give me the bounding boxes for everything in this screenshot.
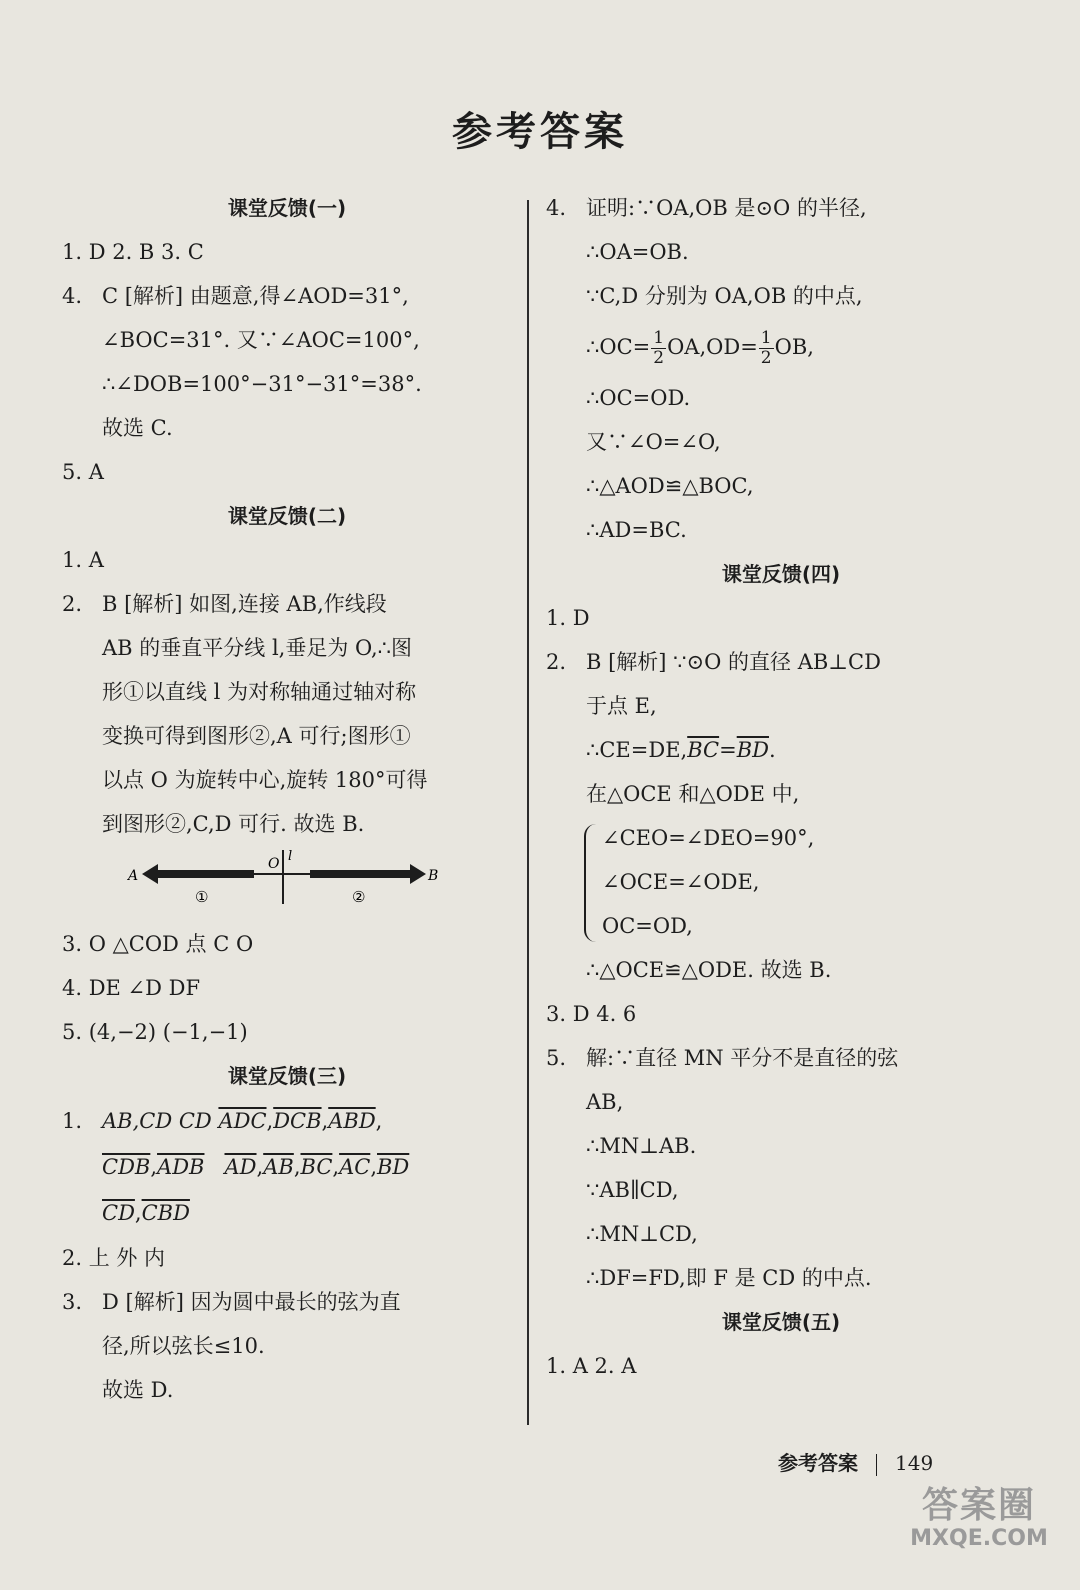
answer-line: ∵AB∥CD, xyxy=(586,1178,679,1202)
question-number: 5. xyxy=(546,1046,567,1070)
answer-line: ∴AD=BC. xyxy=(586,518,687,542)
answer-line: ∴∠DOB=100°−31°−31°=38°. xyxy=(102,372,422,396)
arc-label: $\overline{AB}$ xyxy=(263,1155,294,1179)
fraction-denominator: 2 xyxy=(653,348,665,368)
arc-label: $\overline{CDB}$ xyxy=(102,1155,151,1179)
answer-text: OA,OD= xyxy=(667,335,758,359)
arc-label: $\overline{ADC}$ xyxy=(218,1109,267,1133)
shape-1 xyxy=(154,870,254,878)
answer-line: 径,所以弦长≤10. xyxy=(102,1334,265,1358)
answer-line: $\overline{CDB},\overline{ADB}$ $\overline{AD},\overline{AB},\overline{BC},\overline{AC},\overline{BD}$ xyxy=(102,1155,410,1179)
answer-text: ∴CE=DE, xyxy=(586,738,688,762)
fraction-numerator: 1 xyxy=(760,328,772,348)
arc-label: $\overline{AD}$ xyxy=(224,1155,257,1179)
left-column xyxy=(62,186,512,1412)
equation-system xyxy=(546,816,1016,948)
arc-label: $\overline{BC}$ xyxy=(687,738,720,762)
fraction xyxy=(651,329,666,368)
fraction-numerator: 1 xyxy=(653,328,665,348)
answer-line: 5. A xyxy=(62,460,104,484)
answer-line: $\overline{CD},\overline{CBD}$ xyxy=(102,1201,190,1225)
fraction xyxy=(759,329,774,368)
answer-text: OB, xyxy=(774,335,814,359)
watermark-line2: MXQE.COM xyxy=(910,1526,1048,1551)
answer-line: ∠OCE=∠ODE, xyxy=(602,870,760,894)
answer-line: 以点 O 为旋转中心,旋转 180°可得 xyxy=(102,768,428,792)
section-heading-1: 课堂反馈(一) xyxy=(227,196,347,220)
question-number: 2. xyxy=(62,592,83,616)
right-column xyxy=(546,186,1016,1388)
answer-line: OC=OD, xyxy=(602,914,693,938)
watermark xyxy=(884,1486,1074,1560)
answer-line: 故选 C. xyxy=(102,416,173,440)
symmetry-figure xyxy=(62,846,512,922)
answer-line: 又∵∠O=∠O, xyxy=(586,430,721,454)
answer-text: D [解析] 因为圆中最长的弦为直 xyxy=(102,1290,401,1314)
shape-2 xyxy=(310,870,410,878)
answer-line xyxy=(62,582,512,626)
answer-line: 5. (4,−2) (−1,−1) xyxy=(62,1020,248,1044)
answer-line xyxy=(546,186,1016,230)
answer-line xyxy=(546,318,1016,376)
arc-label: $\overline{CD}$ xyxy=(102,1201,135,1225)
figure-svg xyxy=(62,846,512,922)
answer-line: ∴OC=OD. xyxy=(586,386,691,410)
answer-line: 1. A 2. A xyxy=(546,1354,637,1378)
arrow-right-icon xyxy=(410,864,426,884)
answer-line: 形①以直线 l 为对称轴通过轴对称 xyxy=(102,680,417,704)
answer-line: 到图形②,C,D 可行. 故选 B. xyxy=(102,812,365,836)
answer-line: 1. A xyxy=(62,548,104,572)
answer-text: 解:∵直径 MN 平分不是直径的弦 xyxy=(586,1046,899,1070)
watermark-line1: 答案圈 xyxy=(921,1485,1036,1526)
shape-1-label: ① xyxy=(195,888,209,906)
answer-text: B [解析] 如图,连接 AB,作线段 xyxy=(102,592,387,616)
point-o-label: O xyxy=(268,856,280,872)
answer-line: ∴MN⊥AB. xyxy=(586,1134,697,1158)
question-number: 1. xyxy=(62,1109,83,1133)
question-number: 3. xyxy=(62,1290,83,1314)
answer-line: 变换可得到图形②,A 可行;图形① xyxy=(102,724,411,748)
answer-line: AB, xyxy=(586,1090,624,1114)
arc-label: $\overline{AC}$ xyxy=(339,1155,371,1179)
answer-line: 4. DE ∠D DF xyxy=(62,976,201,1000)
answer-line: ∴DF=FD,即 F 是 CD 的中点. xyxy=(586,1266,872,1290)
point-b-label: B xyxy=(428,868,439,884)
point-a-label: A xyxy=(128,868,139,884)
section-heading-3: 课堂反馈(三) xyxy=(227,1064,347,1088)
arc-label: $\overline{BC}$ xyxy=(300,1155,333,1179)
arc-label: $\overline{ABD}$ xyxy=(328,1109,376,1133)
answer-line xyxy=(546,1036,1016,1080)
answer-line: 1. D xyxy=(546,606,590,630)
answer-line xyxy=(62,1280,512,1324)
answer-line: 2. 上 外 内 xyxy=(62,1246,166,1270)
answer-line: ∴△OCE≌△ODE. 故选 B. xyxy=(586,958,832,982)
answer-text: = xyxy=(719,738,737,762)
answer-line: ∴△AOD≌△BOC, xyxy=(586,474,754,498)
answer-line: 1. AB,CD CD $\overline{ADC},\overline{DCB},\overline{ABD}$, xyxy=(62,1098,512,1144)
arc-label: $\overline{BD}$ xyxy=(736,738,769,762)
answer-line xyxy=(546,728,1016,772)
answer-text: C [解析] 由题意,得∠AOD=31°, xyxy=(102,284,409,308)
answer-line: 于点 E, xyxy=(586,694,657,718)
answer-line: 1. D 2. B 3. C xyxy=(62,240,204,264)
line-l-label: l xyxy=(288,849,293,864)
shape-2-label: ② xyxy=(352,888,366,906)
page-number: 149 xyxy=(895,1451,934,1475)
answer-line: 3. O △COD 点 C O xyxy=(62,932,254,956)
arrow-left-icon xyxy=(142,864,158,884)
section-heading-2: 课堂反馈(二) xyxy=(227,504,347,528)
answer-line: 故选 D. xyxy=(102,1378,174,1402)
fraction-denominator: 2 xyxy=(760,348,772,368)
answer-line: AB 的垂直平分线 l,垂足为 O,∴图 xyxy=(102,636,413,660)
footer-label: 参考答案 xyxy=(778,1451,858,1475)
answer-text: B [解析] ∵⊙O 的直径 AB⊥CD xyxy=(586,650,881,674)
answer-line xyxy=(62,274,512,318)
arc-label: $\overline{ADB}$ xyxy=(157,1155,205,1179)
column-divider xyxy=(527,200,529,1425)
question-number: 2. xyxy=(546,650,567,674)
answer-line: ∠BOC=31°. 又∵∠AOC=100°, xyxy=(102,328,420,352)
answer-text: AB,CD CD xyxy=(102,1109,219,1133)
arc-label: $\overline{CBD}$ xyxy=(141,1201,190,1225)
brace-icon xyxy=(584,824,600,942)
question-number: 4. xyxy=(62,284,83,308)
arc-label: $\overline{BD}$ xyxy=(377,1155,410,1179)
page-title: 参考答案 xyxy=(452,109,628,155)
answer-line: 3. D 4. 6 xyxy=(546,1002,637,1026)
answer-text: . xyxy=(768,738,776,762)
section-heading-5: 课堂反馈(五) xyxy=(721,1310,841,1334)
question-number: 4. xyxy=(546,196,567,220)
answer-line xyxy=(546,640,1016,684)
answer-line: ∴MN⊥CD, xyxy=(586,1222,698,1246)
answer-line: 在△OCE 和△ODE 中, xyxy=(586,782,800,806)
answer-line: ∠CEO=∠DEO=90°, xyxy=(602,826,815,850)
page-footer xyxy=(778,1447,933,1476)
answer-line: ∵C,D 分别为 OA,OB 的中点, xyxy=(586,284,863,308)
section-heading-4: 课堂反馈(四) xyxy=(721,562,841,586)
arc-label: $\overline{DCB}$ xyxy=(273,1109,322,1133)
footer-separator xyxy=(876,1454,877,1476)
answer-text: 证明:∵OA,OB 是⊙O 的半径, xyxy=(586,196,867,220)
answer-text: ∴OC= xyxy=(586,335,651,359)
answer-line: ∴OA=OB. xyxy=(586,240,689,264)
